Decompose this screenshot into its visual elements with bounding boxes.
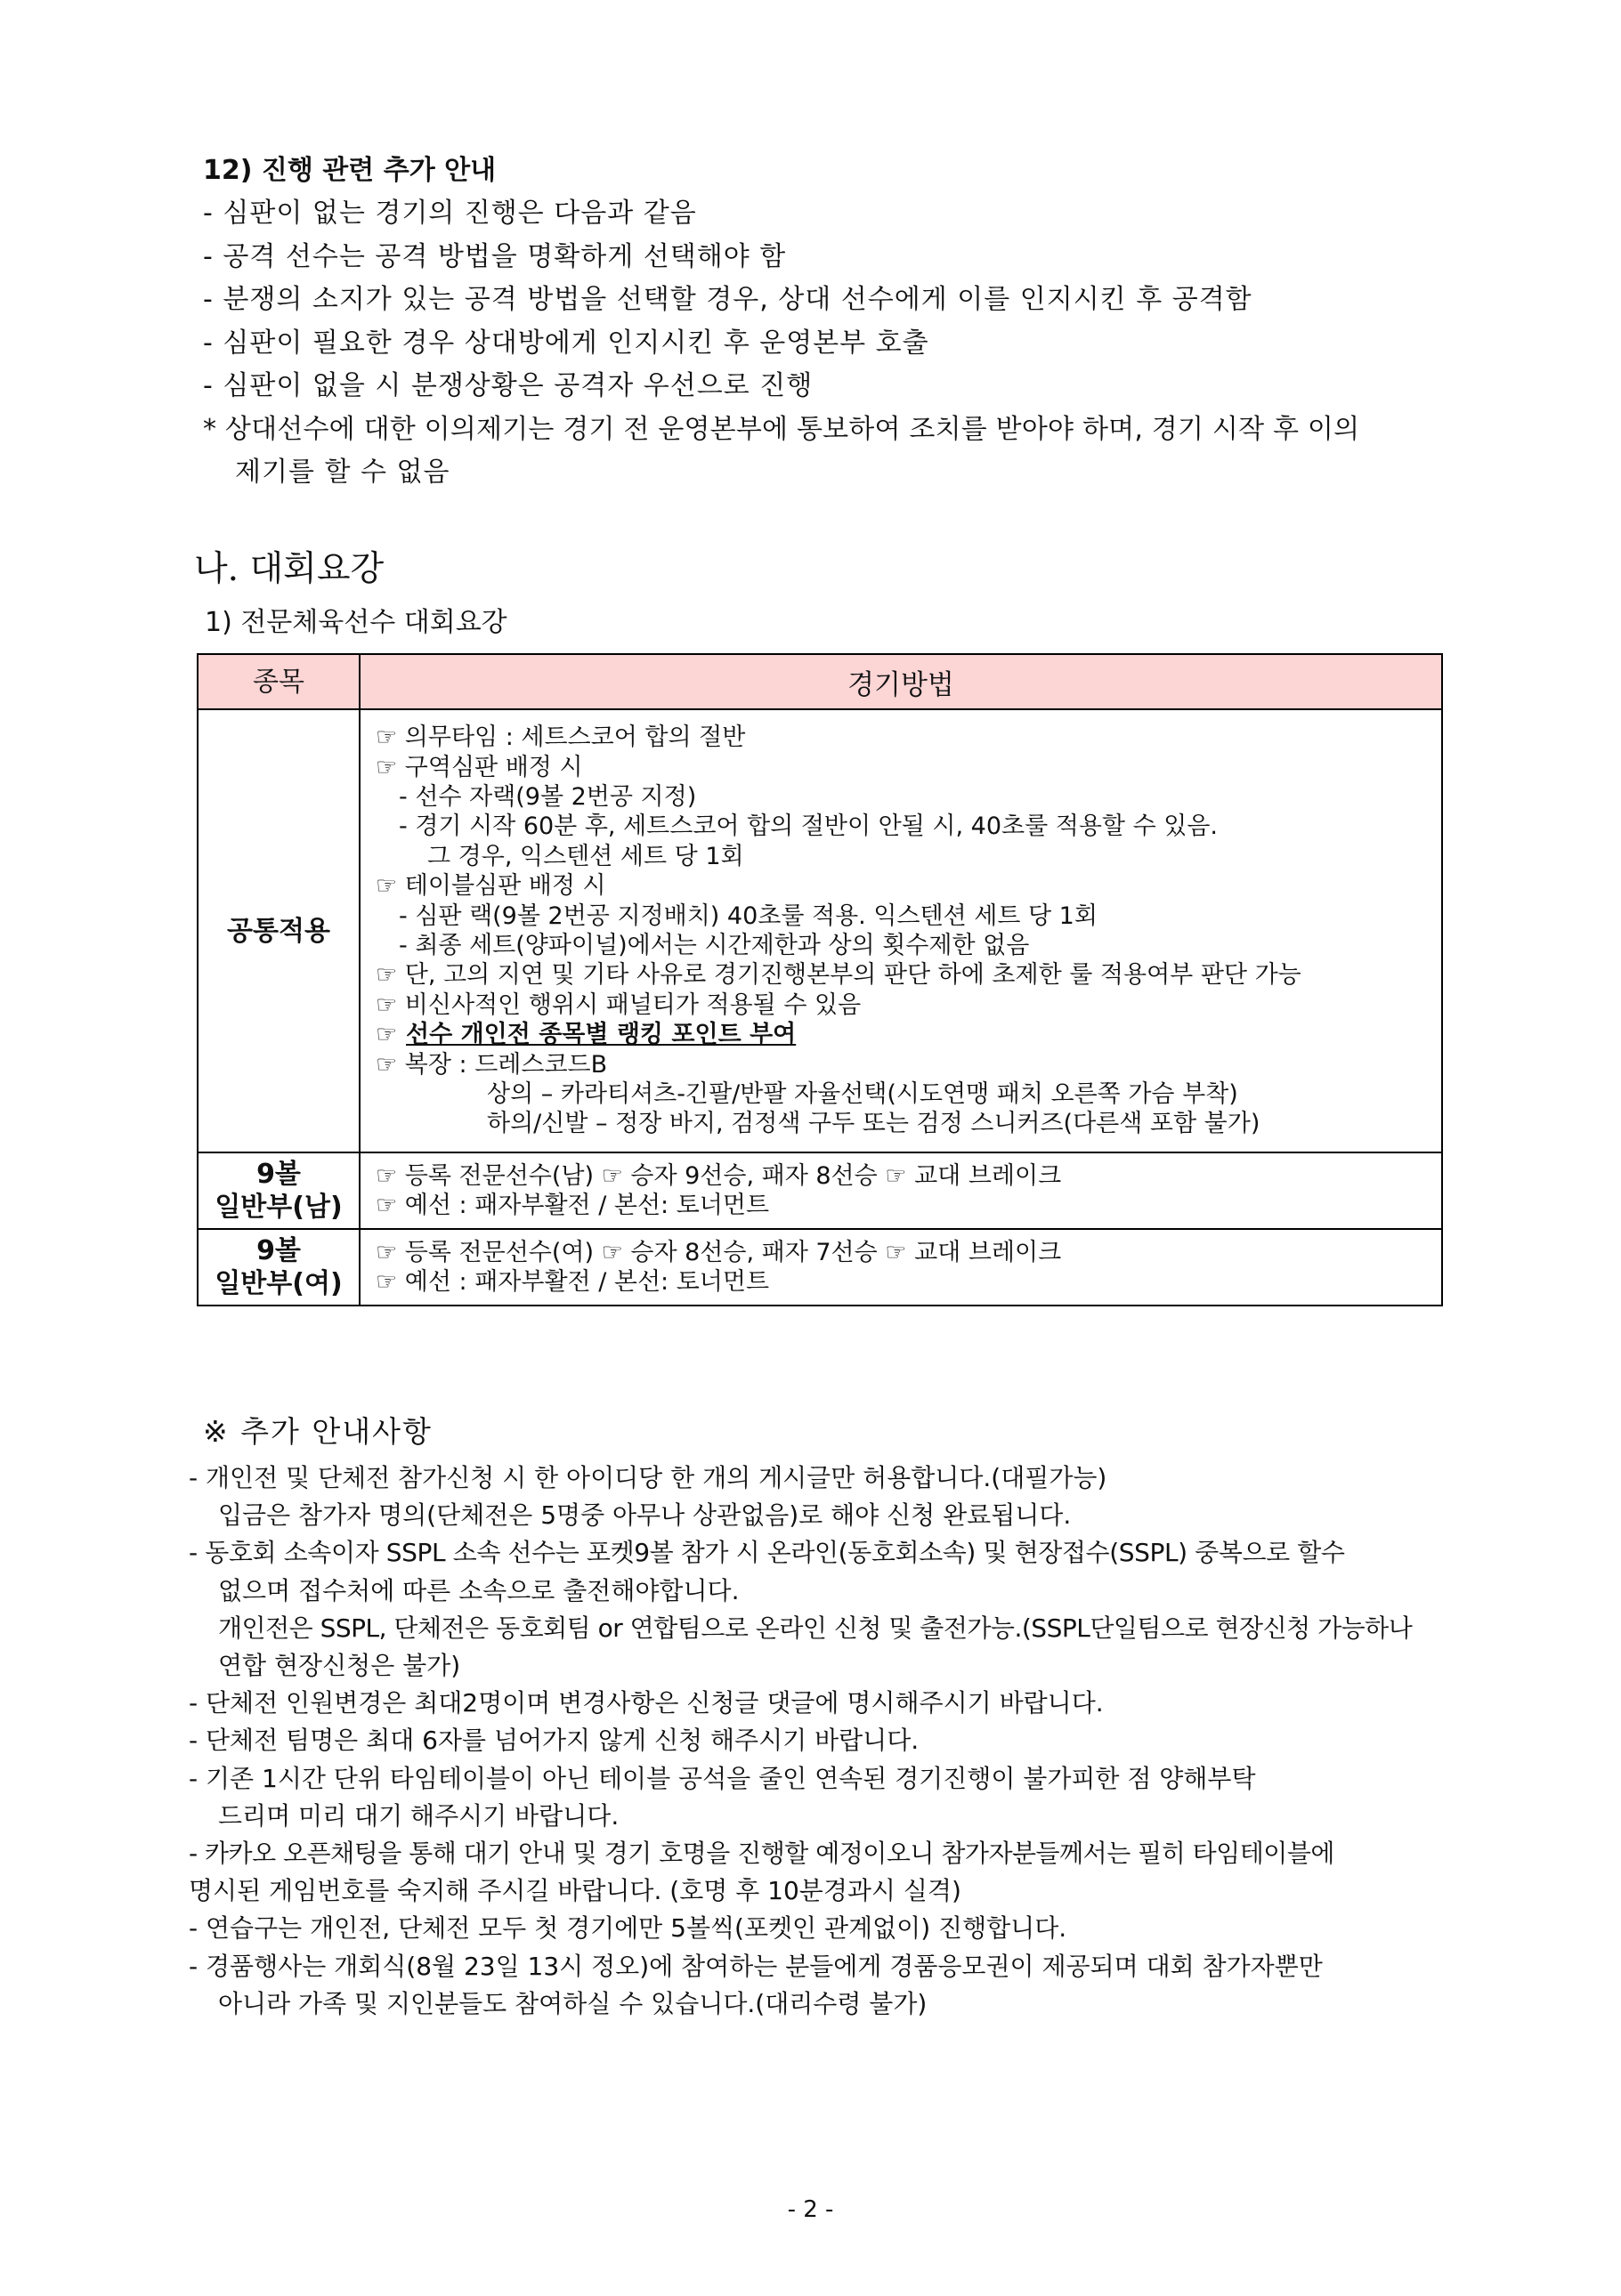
rule-line: 하의/신발 – 정장 바지, 검정색 구두 또는 검정 스니커즈(다른색 포함 불가)	[487, 1110, 1260, 1138]
section-12-item: - 분쟁의 소지가 있는 공격 방법을 선택할 경우, 상대 선수에게 이를 인지시킨 후 공격함	[203, 284, 1252, 315]
competition-rules-table	[197, 653, 1443, 1306]
men-label	[198, 1152, 360, 1229]
section-12	[203, 150, 1449, 495]
table-row-women	[198, 1229, 1442, 1306]
women-label-line2: 일반부(여)	[215, 1268, 343, 1299]
section-12-note: * 상대선수에 대한 이의제기는 경기 전 운영본부에 통보하여 조치를 받아야 하며, 경기 시작 후 이의	[203, 413, 1360, 445]
additional-notes	[189, 1459, 1453, 2023]
rule-line: ☞ 단, 고의 지연 및 기타 사유로 경기진행본부의 판단 하에 초제한 룰 적용여부 판단 가능	[376, 961, 1301, 990]
page-number: - 2 -	[787, 2196, 834, 2223]
rule-line: ☞ 의무타임 : 세트스코어 합의 절반	[376, 724, 746, 752]
rule-line: ☞ 예선 : 패자부활전 / 본선: 토너먼트	[376, 1192, 770, 1219]
rule-line: - 심판 랙(9볼 2번공 지정배치) 40초룰 적용. 익스텐션 세트 당 1회	[399, 901, 1098, 930]
table-header-event: 종목	[198, 654, 360, 709]
women-label	[198, 1229, 360, 1306]
women-rules-cell	[360, 1229, 1442, 1306]
rule-line: - 최종 세트(양파이널)에서는 시간제한과 상의 횟수제한 없음	[399, 932, 1030, 959]
note-line: - 단체전 인원변경은 최대2명이며 변경사항은 신청글 댓글에 명시해주시기 바랍니다.	[189, 1688, 1104, 1718]
common-label: 공통적용	[198, 709, 360, 1152]
section-12-item: - 공격 선수는 공격 방법을 명확하게 선택해야 함	[203, 240, 787, 272]
note-line: - 카카오 오픈채팅을 통해 대기 안내 및 경기 호명을 진행할 예정이오니 참가자분들께서는 필히 타임테이블에	[189, 1839, 1334, 1869]
note-line: 드리며 미리 대기 해주시기 바랍니다.	[218, 1800, 620, 1831]
rule-line: 상의 – 카라티셔츠-긴팔/반팔 자율선택(시도연맹 패치 오른쪽 가슴 부착)	[487, 1080, 1238, 1109]
ranking-points-text: 선수 개인전 종목별 랭킹 포인트 부여	[406, 1021, 797, 1049]
rule-line: ☞ 테이블심판 배정 시	[376, 872, 606, 901]
common-rules-cell	[360, 709, 1442, 1152]
rule-line: ☞ 등록 전문선수(남) ☞ 승자 9선승, 패자 8선승 ☞ 교대 브레이크	[376, 1161, 1062, 1190]
subsection-heading: 1) 전문체육선수 대회요강	[205, 607, 507, 638]
section-12-title: 12) 진행 관련 추가 안내	[203, 155, 497, 186]
additional-notes-heading: ※ 추가 안내사항	[203, 1414, 433, 1449]
note-line: 아니라 가족 및 지인분들도 참여하실 수 있습니다.(대리수령 불가)	[218, 1988, 928, 2018]
note-line: - 동호회 소속이자 SSPL 소속 선수는 포켓9볼 참가 시 온라인(동호회소속) 및 현장접수(SSPL) 중복으로 할수	[189, 1538, 1345, 1568]
rule-line: - 선수 자랙(9볼 2번공 지정)	[399, 782, 697, 811]
note-line: 없으며 접수처에 따른 소속으로 출전해야합니다.	[218, 1575, 740, 1605]
note-line: - 연습구는 개인전, 단체전 모두 첫 경기에만 5볼씩(포켓인 관계없이) 진행합니다.	[189, 1913, 1067, 1944]
men-label-line2: 일반부(남)	[215, 1192, 343, 1223]
rule-line-ranking	[376, 1020, 1441, 1049]
table-row-common	[198, 709, 1442, 1152]
note-line: 명시된 게임번호를 숙지해 주시길 바랍니다. (호명 후 10분경과시 실격)	[189, 1876, 961, 1906]
rule-line: - 경기 시작 60분 후, 세트스코어 합의 절반이 안될 시, 40초룰 적용할 수 있음.	[399, 812, 1218, 841]
section-12-note-cont: 제기를 할 수 없음	[235, 457, 450, 488]
note-line: 연합 현장신청은 불가)	[218, 1651, 461, 1681]
rule-line: ☞ 복장 : 드레스코드B	[376, 1050, 608, 1079]
note-line: - 개인전 및 단체전 참가신청 시 한 아이디당 한 개의 게시글만 허용합니다.(대필가능)	[189, 1463, 1107, 1492]
rule-line: 그 경우, 익스텐션 세트 당 1회	[427, 842, 744, 870]
section-12-item: - 심판이 없는 경기의 진행은 다음과 같음	[203, 198, 697, 229]
men-rules-cell	[360, 1152, 1442, 1229]
section-heading-na: 나. 대회요강	[194, 549, 385, 589]
women-label-line1: 9볼	[256, 1235, 301, 1266]
rule-line: ☞ 등록 전문선수(여) ☞ 승자 8선승, 패자 7선승 ☞ 교대 브레이크	[376, 1238, 1062, 1266]
section-12-item: - 심판이 없을 시 분쟁상황은 공격자 우선으로 진행	[203, 370, 814, 401]
note-line: 입금은 참가자 명의(단체전은 5명중 아무나 상관없음)로 해야 신청 완료됩니다.	[218, 1500, 1072, 1531]
rule-line: ☞ 구역심판 배정 시	[376, 753, 583, 781]
rule-line: ☞ 예선 : 패자부활전 / 본선: 토너먼트	[376, 1268, 770, 1296]
hand-pointer-icon: ☞	[376, 1021, 398, 1049]
table-row-men	[198, 1152, 1442, 1229]
men-label-line1: 9볼	[256, 1159, 301, 1190]
note-line: - 경품행사는 개회식(8월 23일 13시 정오)에 참여하는 분들에게 경품응모권이 제공되며 대회 참가자뿐만	[189, 1951, 1323, 1981]
note-line: - 기존 1시간 단위 타임테이블이 아닌 테이블 공석을 줄인 연속된 경기진행이 불가피한 점 양해부탁	[189, 1763, 1256, 1793]
note-line: 개인전은 SSPL, 단체전은 동호회팀 or 연합팀으로 온라인 신청 및 출전가능.(SSPL단일팀으로 현장신청 가능하나	[218, 1613, 1413, 1643]
rule-line: ☞ 비신사적인 행위시 패널티가 적용될 수 있음	[376, 990, 862, 1019]
section-12-item: - 심판이 필요한 경우 상대방에게 인지시킨 후 운영본부 호출	[203, 327, 929, 359]
note-line: - 단체전 팀명은 최대 6자를 넘어가지 않게 신청 해주시기 바랍니다.	[189, 1726, 920, 1756]
table-header-method: 경기방법	[360, 654, 1442, 709]
